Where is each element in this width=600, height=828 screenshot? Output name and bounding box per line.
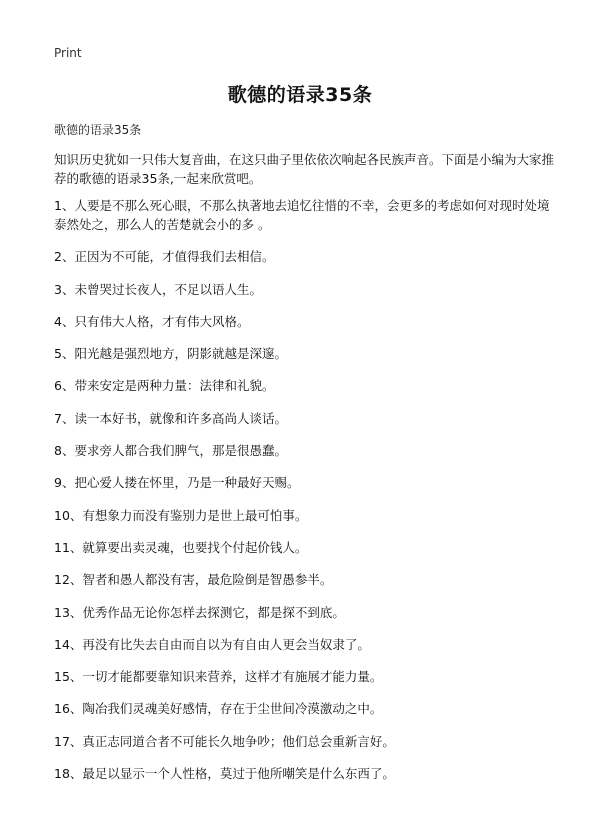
quote-item: 13、优秀作品无论你怎样去探测它，都是探不到底。 bbox=[54, 604, 345, 620]
quote-item: 4、只有伟大人格，才有伟大风格。 bbox=[54, 313, 250, 329]
intro-paragraph: 知识历史犹如一只伟大复音曲，在这只曲子里依依次响起各民族声音。下面是小编为大家推荐的歌德的语录35条,一起来欣赏吧。 bbox=[54, 152, 555, 186]
print-link[interactable]: Print bbox=[54, 46, 82, 60]
quote-item: 12、智者和愚人都没有害，最危险倒是智愚参半。 bbox=[54, 572, 333, 588]
quote-item: 15、一切才能都要靠知识来营养，这样才有施展才能力量。 bbox=[54, 669, 383, 685]
quote-item: 9、把心爱人搂在怀里，乃是一种最好天赐。 bbox=[54, 475, 300, 491]
quote-item: 7、读一本好书，就像和许多高尚人谈话。 bbox=[54, 410, 287, 426]
quote-item: 5、阳光越是强烈地方，阴影就越是深邃。 bbox=[54, 346, 287, 362]
quote-item: 17、真正志同道合者不可能长久地争吵；他们总会重新言好。 bbox=[54, 733, 395, 749]
quote-item: 14、再没有比失去自由而自以为有自由人更会当奴隶了。 bbox=[54, 636, 370, 652]
page-title: 歌德的语录35条 bbox=[227, 84, 373, 106]
quote-item: 6、带来安定是两种力量：法律和礼貌。 bbox=[54, 378, 275, 394]
quote-list bbox=[54, 196, 554, 796]
quote-item: 8、要求旁人都合我们脾气，那是很愚蠢。 bbox=[54, 443, 287, 459]
quote-item: 10、有想象力而没有鉴别力是世上最可怕事。 bbox=[54, 507, 308, 523]
subtitle: 歌德的语录35条 bbox=[54, 123, 142, 137]
quote-item: 1、人要是不那么死心眼，不那么执著地去追忆往惜的不幸，会更多的考虑如何对现时处境泰然处之，那么人的苦楚就会小的多 。 bbox=[54, 198, 550, 232]
quote-item: 2、正因为不可能，才值得我们去相信。 bbox=[54, 249, 275, 265]
quote-item: 16、陶冶我们灵魂美好感情，存在于尘世间冷漠激动之中。 bbox=[54, 701, 383, 717]
quote-item: 18、最足以显示一个人性格，莫过于他所嘲笑是什么东西了。 bbox=[54, 766, 395, 782]
quote-item: 11、就算要出卖灵魂，也要找个付起价钱人。 bbox=[54, 539, 308, 555]
quote-item: 3、未曾哭过长夜人，不足以语人生。 bbox=[54, 281, 262, 297]
